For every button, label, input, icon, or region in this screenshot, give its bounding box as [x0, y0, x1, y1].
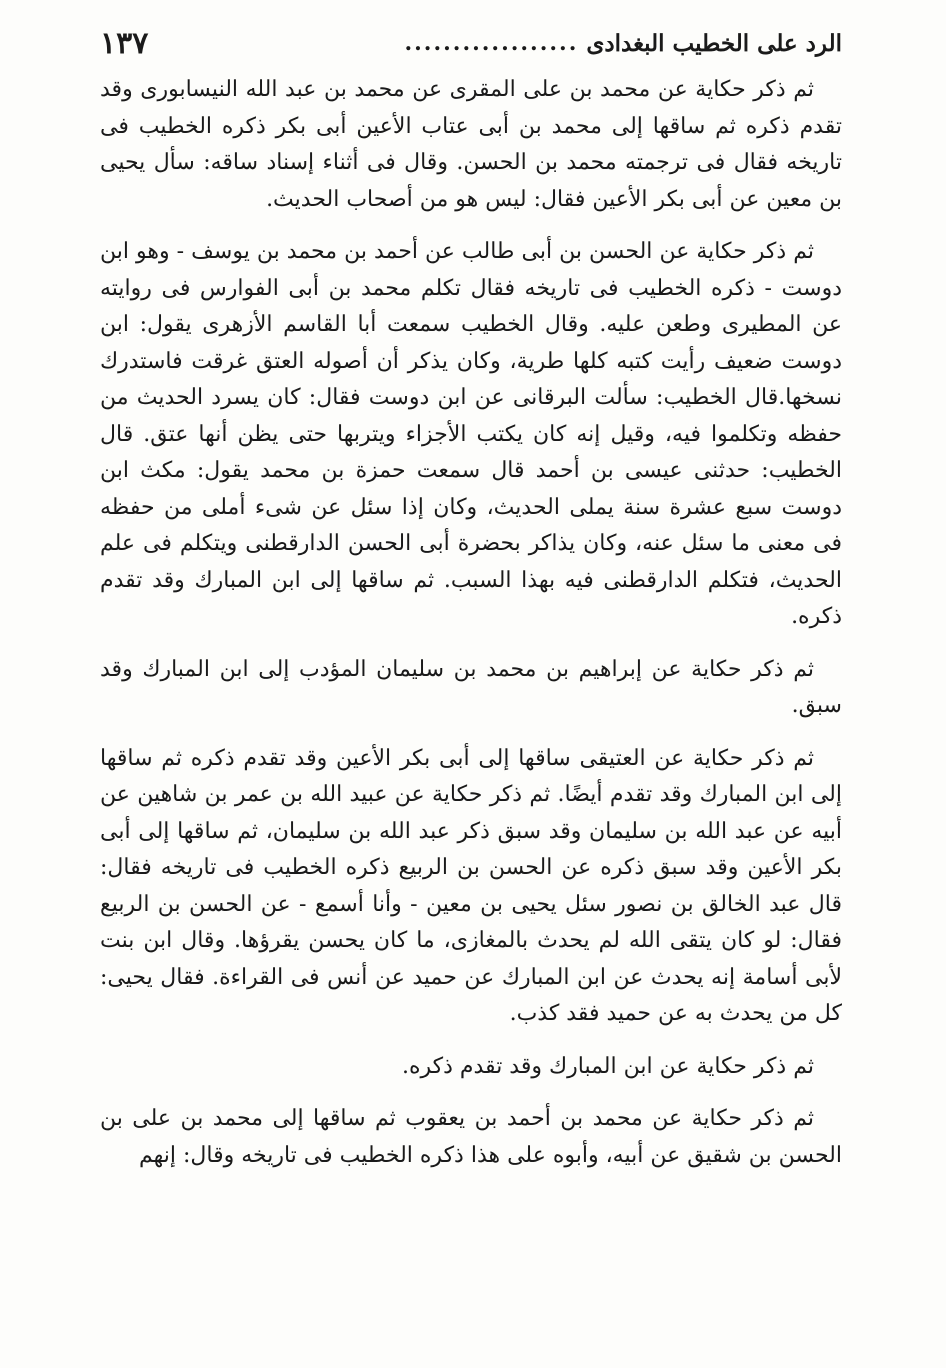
paragraph: ثم ذكر حكاية عن محمد بن على المقرى عن محمد بن عبد الله النيسابورى وقد تقدم ذكره ثم ساقها إلى محمد بن أبى عتاب الأعين أبى بكر ذكره الخطيب فى تاريخه فقال فى ترجمته محمد بن الحسن. وقال فى أثناء إسناد ساقه: سأل يحيى بن معين عن أبى بكر الأعين فقال: ليس هو من أصحاب الحديث. [100, 77, 842, 212]
running-title-group [404, 30, 842, 57]
page-number: ١٣٧ [100, 25, 149, 61]
paragraph: ثم ذكر حكاية عن العتيقى ساقها إلى أبى بكر الأعين وقد تقدم ذكره ثم ساقها إلى ابن المبارك وقد تقدم أيضًا. ثم ذكر حكاية عن عبيد الله بن عمر بن شاهين عن أبيه عن عبد الله بن سليمان وقد سبق ذكر عبد الله بن سليمان، ثم ساقها إلى أبى بكر الأعين وقد سبق ذكره عن الحسن بن الربيع ذكره الخطيب فى تاريخه فقال: قال عبد الخالق بن نصور سئل يحيى بن معين - وأنا أسمع - عن الحسن بن الربيع فقال: لو كان يتقى الله لم يحدث بالمغازى، ما كان يحسن يقرؤها. وقال ابن بنت لأبى أسامة إنه يحدث عن ابن المبارك عن حميد عن أنس فى القراءة. فقال يحيى: كل من يحدث به عن حميد فقد كذب. [100, 745, 842, 1026]
running-title: الرد على الخطيب البغدادى [586, 29, 842, 57]
paragraph: ثم ذكر حكاية عن ابن المبارك وقد تقدم ذكره. [401, 1053, 814, 1079]
page-body [100, 72, 842, 1190]
paragraph: ثم ذكر حكاية عن محمد بن أحمد بن يعقوب ثم ساقها إلى محمد بن على بن الحسن بن شقيق عن أبيه، وأبوه على هذا ذكره الخطيب فى تاريخه وقال: إنهم [100, 1106, 842, 1168]
page-header [100, 18, 842, 68]
paragraph: ثم ذكر حكاية عن الحسن بن أبى طالب عن أحمد بن محمد بن يوسف - وهو ابن دوست - ذكره الخطيب فى تاريخه فقال تكلم محمد بن أبى الفوارس فى روايته عن المطيرى وطعن عليه. وقال الخطيب سمعت أبا القاسم الأزهرى يقول: ابن دوست ضعيف رأيت كتبه كلها طرية، وكان يذكر أن أصوله العتق غرقت فاستدرك نسخها.قال الخطيب: سألت البرقانى عن ابن دوست فقال: كان يسرد الحديث من حفظه وتكلموا فيه، وقيل إنه كان يكتب الأجزاء ويتربها حتى يظن أنها عتق. قال الخطيب: حدثنى عيسى بن أحمد قال سمعت حمزة بن محمد يقول: مكث ابن دوست سبع عشرة سنة يملى الحديث، وكان إذا سئل عن شىء أملى من حفظه فى معنى ما سئل عنه، وكان يذاكر بحضرة أبى الحسن الدارقطنى ويتكلم فى علم الحديث، فتكلم الدارقطنى فيه بهذا السبب. ثم ساقها إلى ابن المبارك وقد تقدم ذكره. [100, 239, 842, 629]
dot-leader: .................. [404, 30, 579, 56]
paragraph: ثم ذكر حكاية عن إبراهيم بن محمد بن سليمان المؤدب إلى ابن المبارك وقد سبق. [100, 656, 842, 718]
